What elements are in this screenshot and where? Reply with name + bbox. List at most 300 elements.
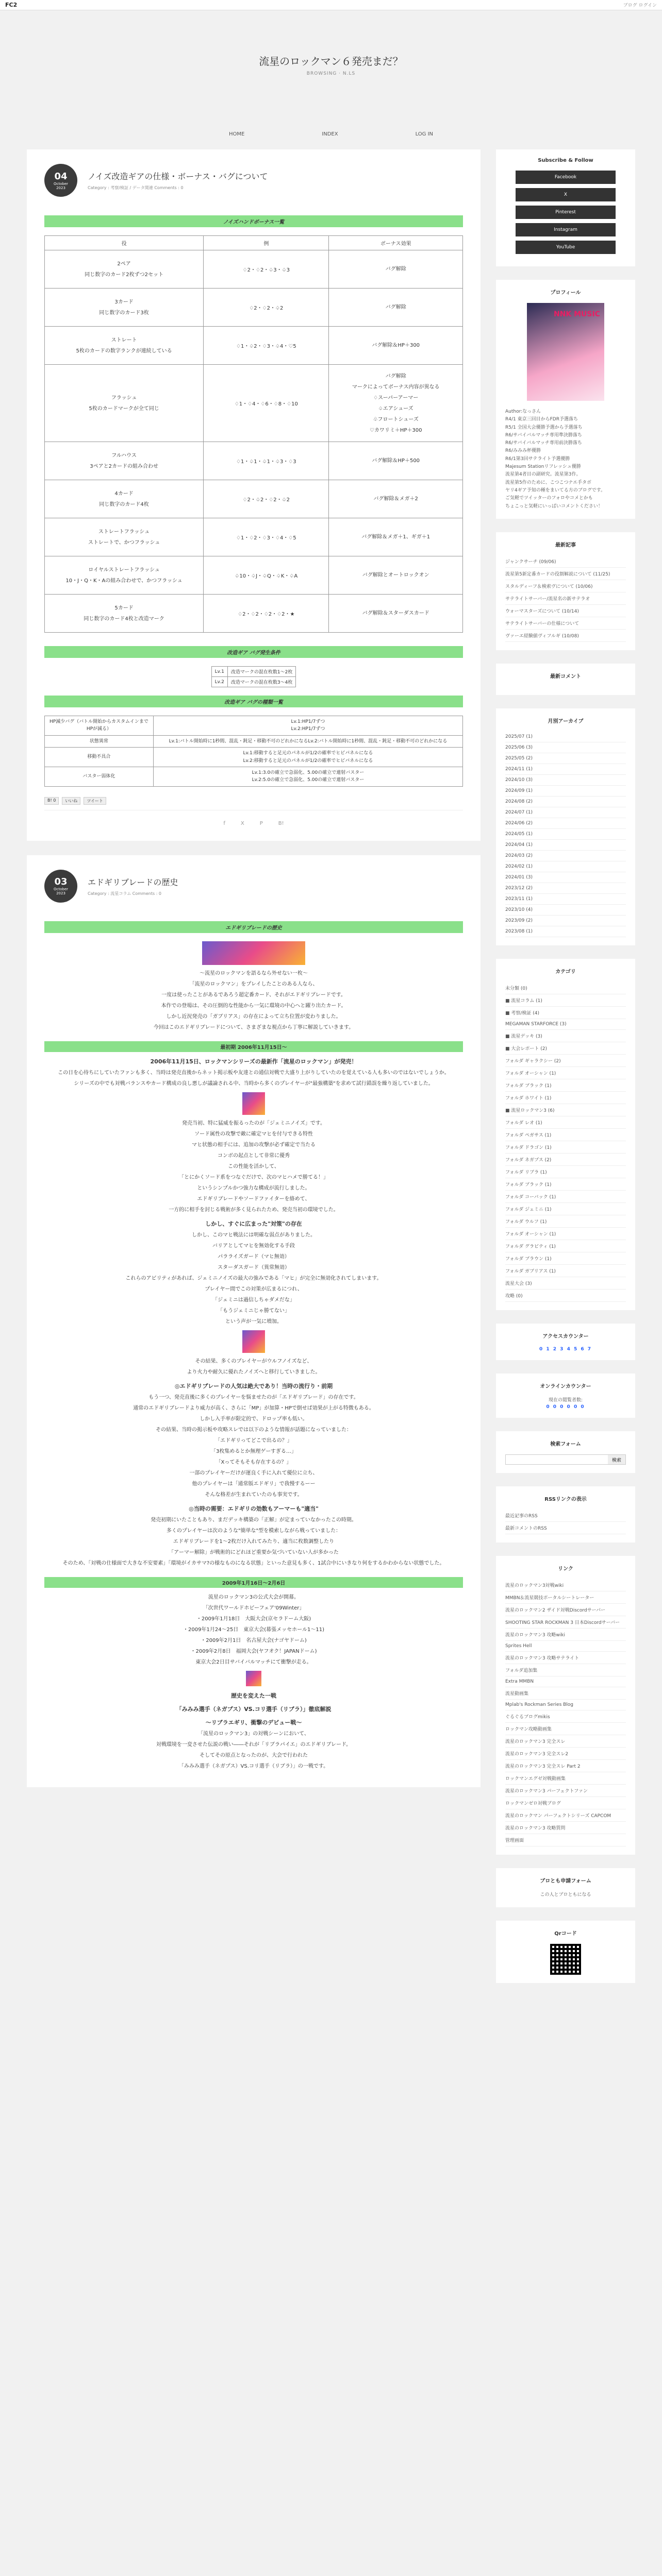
bonus-line: マークによってボーナス内容が異なる [352, 384, 440, 390]
recent-item[interactable]: スタルディーフ＆検索ヴについて (10/06) [505, 580, 626, 592]
date-year: 2023 [56, 891, 65, 896]
paragraph-line: 一部のプレイヤーだけが運良く手に入れて優位に立ち、 [189, 1470, 318, 1476]
archive-item[interactable]: 2025/07 (1) [505, 732, 626, 742]
bonus-line: ♤エアシューズ [378, 405, 413, 412]
paragraph-line: 「みみみ選手（ネガプス）VS.コリ選手（リブラ）」徹底解説 [176, 1705, 332, 1713]
table-row [45, 556, 463, 595]
hand-name-line: 同じ数字のカード4枚 [99, 501, 149, 507]
search-button[interactable]: 検索 [608, 1455, 625, 1464]
section-heading: ノイズハンドボーナス一覧 [44, 215, 463, 227]
profile-line: R6/1第3回サテライト予選優勝 [505, 456, 570, 462]
profile-line: Majesum Stationリフレッシュ優勝 [505, 464, 581, 470]
hand-name-line: ストレートで、かつフラッシュ [88, 539, 160, 546]
links-item[interactable]: 流星のロックマン3 攻略wiki [505, 1629, 626, 1641]
paragraph-line: 「Xってそもそも存在するの？」 [216, 1459, 292, 1465]
hand-example-cell: ♢2・♤2・♢2・♤2 [204, 480, 329, 518]
category-item[interactable]: フォルダ ドラゴン (1) [505, 1141, 626, 1154]
table-row [45, 716, 463, 736]
friend-link[interactable]: この人とブロともになる [540, 1892, 591, 1898]
box-title: リンク [558, 1566, 573, 1572]
access-counter: 0 1 2 3 4 5 6 7 [539, 1346, 592, 1352]
bug-detail-line: Lv.1:3.0の確立で急弱化、5.00の確立で連射バスター [252, 770, 365, 775]
archive-item[interactable]: 2024/09 (1) [505, 786, 626, 796]
comments-box [496, 664, 635, 695]
profile-line: R4/1 東京三回目からFDR予選落ち [505, 417, 578, 422]
date-day: 04 [54, 171, 68, 182]
category-item[interactable]: 流星大会 (3) [505, 1277, 626, 1290]
links-item[interactable]: 流星のロックマン3 パーフェクトファン [505, 1785, 626, 1797]
caption: 〜流星のロックマンを語るなら外せない一枚〜 [200, 970, 308, 976]
paragraph-line: 「流星のロックマン」をプレイしたことのある人なら、 [189, 981, 318, 987]
links-item[interactable]: 流星動画集 [505, 1687, 626, 1700]
paragraph-line: シリーズの中でも対戦バランスやカード構成の良し悪しが議論される中、当時から多くのプレイヤーが"最強構築"を求めて試行錯誤を繰り返していました。 [74, 1080, 434, 1087]
category-item[interactable]: 未分類 (0) [505, 982, 626, 994]
links-item[interactable]: Extra MMBN [505, 1676, 626, 1687]
category-item[interactable]: フォルダ ガブリアス (1) [505, 1265, 626, 1277]
links-item[interactable]: ロックマンゼロ対戦ブログ [505, 1797, 626, 1809]
youtube-button[interactable]: YouTube [516, 241, 616, 254]
content-wrap [27, 149, 635, 1996]
category-item[interactable]: フォルダ ブラック (1) [505, 1178, 626, 1191]
share-buttons [44, 797, 463, 805]
bonus-line: ♢スーパーアーマー [373, 395, 419, 401]
hand-example-cell: ♤10・♤J・♤Q・♤K・♤A [204, 556, 329, 595]
rss-item[interactable]: 最近記事のRSS [505, 1510, 626, 1522]
profile-line: R6/みみみ杯優勝 [505, 448, 541, 454]
category-item[interactable]: フォルダ ペガサス (1) [505, 1129, 626, 1141]
subscribe-box [496, 149, 635, 266]
date-year: 2023 [56, 185, 65, 190]
paragraph-line: そんな格差が生まれていたのも事実です。 [205, 1492, 303, 1498]
article-header [44, 164, 463, 197]
card-banner-image [202, 941, 305, 965]
category-item[interactable]: フォルダ ネガプス (2) [505, 1154, 626, 1166]
nav-login[interactable]: LOG IN [415, 131, 434, 137]
trophy-image [246, 1671, 261, 1686]
date-badge [44, 164, 77, 197]
table-row [45, 250, 463, 289]
date-day: 03 [54, 876, 68, 888]
col-header: 役 [45, 236, 204, 250]
box-title: オンラインカウンター [540, 1383, 591, 1389]
hand-bonus-table [44, 235, 463, 633]
links-item[interactable]: 流星のロックマン3 完全スレ2 [505, 1748, 626, 1760]
counter-box [496, 1324, 635, 1360]
paragraph-line: 他のプレイヤーは「通常版エドギリ」で我慢するーー [192, 1481, 316, 1487]
archive-item[interactable]: 2023/10 (4) [505, 905, 626, 916]
table-row [45, 735, 463, 747]
demand-text [44, 1516, 463, 1568]
archive-item[interactable]: 2024/02 (1) [505, 861, 626, 872]
hand-name-cell [45, 365, 204, 442]
links-item[interactable]: ロックマンエグゼ対戦動画集 [505, 1772, 626, 1785]
article-meta[interactable]: Category : 考察/検証 / データ関連 Comments : 0 [88, 185, 184, 190]
recent-item[interactable]: ジャンクサーチ (09/06) [505, 555, 626, 568]
nav-index[interactable]: INDEX [322, 131, 338, 137]
links-item[interactable]: ぐるぐるブログmikis [505, 1710, 626, 1723]
category-item[interactable]: フォルダ ウルフ (1) [505, 1215, 626, 1228]
rss-box [496, 1486, 635, 1543]
subheading: しかし、すぐに広まった"対策"の存在 [205, 1220, 302, 1227]
site-subtitle: BROWSING · N.LS [306, 71, 356, 76]
hand-name-cell [45, 518, 204, 556]
table-row [45, 595, 463, 633]
hand-name-line: 3ペアと2カードの組み合わせ [90, 463, 158, 469]
hand-example-cell: ♢1・♢4・♢6・♢8・♢10 [204, 365, 329, 442]
hand-name-line: 同じ数字のカード2枚ずつ2セット [85, 272, 163, 278]
fc2-logo[interactable]: FC2 [5, 2, 18, 8]
archive-item[interactable]: 2023/12 (2) [505, 883, 626, 894]
bonus-line: バグ解除＆HP＋300 [372, 343, 420, 348]
hand-name-cell [45, 480, 204, 518]
hand-name-line: 10・J・Q・K・Aの組み合わせで、かつフラッシュ [65, 578, 183, 584]
links-item[interactable]: Sprites Hell [505, 1641, 626, 1652]
table-row [45, 289, 463, 327]
links-item[interactable]: 流星のロックマン3 完全スレ [505, 1735, 626, 1748]
links-item[interactable]: 流星のロックマン3 完全スレ Part 2 [505, 1760, 626, 1772]
links-item[interactable]: SHOOTING STAR ROCKMAN 3 日本Discordサーバー [505, 1616, 626, 1629]
hand-name-line: フルハウス [111, 452, 137, 459]
hand-bonus-cell [329, 327, 463, 365]
category-item[interactable]: フォルダ ブラウン (1) [505, 1252, 626, 1265]
paragraph-line: 一方的に相手を封じる戦術が多く見られたため、発売当初の環境でした。 [169, 1207, 339, 1213]
hand-name-line: フラッシュ [111, 395, 137, 401]
bug-type-cell: 状態異常 [45, 735, 154, 747]
paragraph-line: 発売初期にいたこともあり、まだデッキ構築の「正解」が定まっていなかったこの時期。 [151, 1517, 357, 1523]
box-title: Qrコード [554, 1931, 577, 1937]
search-box [496, 1431, 635, 1473]
archive-item[interactable]: 2024/07 (1) [505, 807, 626, 818]
bonus-line: バグ解除＆スターダスカード [362, 611, 429, 616]
paragraph-line: もう一つ、発売直後に多くのプレイヤーを悩ませたのが「エドギリブレード」の存在です。 [148, 1394, 359, 1400]
hand-bonus-cell [329, 442, 463, 480]
hand-bonus-cell [329, 595, 463, 633]
bug-detail-line: Lv.1:バトル開始時に1秒間、混乱・鈍足・移動不可のどれかになるLv.2:バトル開始時に1秒間、混乱・鈍足・移動不可のどれかになる [169, 738, 448, 744]
category-item[interactable]: フォルダ コーバック (1) [505, 1191, 626, 1203]
category-item[interactable]: フォルダ グラビティ (1) [505, 1240, 626, 1252]
hatena-button[interactable]: B! 0 [44, 797, 59, 805]
recent-item[interactable]: ヴァーエ経験値ヴィフルギ (10/08) [505, 630, 626, 642]
paragraph-line: 「みみみ選手（ネガプス）VS.コリ選手（リブラ）」の一戦です。 [178, 1763, 329, 1769]
bug-condition-table [211, 666, 296, 687]
category-item[interactable]: ■ 流星コラム (1) [505, 994, 626, 1007]
pinterest-icon[interactable]: P [259, 820, 263, 826]
paragraph-line: その結果、当時の掲示板や攻略スレでは以下のような情報が話題になっていました： [156, 1427, 352, 1433]
category-item[interactable]: MEGAMAN STARFORCE (3) [505, 1019, 626, 1030]
hand-bonus-cell [329, 480, 463, 518]
links-item[interactable]: ロックマン攻略動画集 [505, 1723, 626, 1735]
archive-item[interactable]: 2024/10 (3) [505, 775, 626, 786]
hand-bonus-cell [329, 365, 463, 442]
category-list [505, 982, 626, 1302]
category-item[interactable]: ■ 流星デッキ (3) [505, 1030, 626, 1042]
bug-detail-line: Lv.1:HP1/7ずつ [291, 719, 325, 724]
paragraph-line: パラライズガード（マヒ無効） [218, 1253, 290, 1260]
links-item[interactable]: 流星のロックマン3 攻略質問 [505, 1822, 626, 1834]
box-title: RSSリンクの表示 [544, 1497, 587, 1503]
paragraph-line: スターダスガード（異常無効） [218, 1264, 290, 1270]
table-row [45, 442, 463, 480]
rss-item[interactable]: 最新コメントのRSS [505, 1522, 626, 1534]
paragraph-line: ソード属性の攻撃で敵に確定マヒを付与できる特性 [194, 1131, 313, 1137]
category-item[interactable]: フォルダ オーシャン (1) [505, 1228, 626, 1240]
online-label: 現在の閲覧者数: [548, 1397, 583, 1403]
search-input[interactable] [506, 1455, 608, 1464]
tournament-text [44, 1593, 463, 1667]
archive-item[interactable]: 2023/11 (1) [505, 894, 626, 905]
cell: Lv.2 [211, 677, 227, 687]
profile-line: R6/サバイバルマッチ専用前決勝落ち [505, 440, 582, 446]
era-heading: 最初期 2006年11月15日〜 [44, 1041, 463, 1052]
subheading: ◎当時の需要：エドギリの効数もアーマーも"適当" [189, 1505, 319, 1512]
bonus-line: バグ解除＆HP＋500 [372, 458, 420, 464]
links-item[interactable]: 管理画面 [505, 1834, 626, 1846]
box-title: Subscribe & Follow [538, 158, 593, 163]
bonus-line: バグ解除＆メガ＋1、ギガ＋1 [361, 534, 431, 540]
archive-item[interactable]: 2024/08 (2) [505, 796, 626, 807]
online-box [496, 1374, 635, 1418]
cell: Lv.1 [211, 667, 227, 677]
counter-text [44, 1231, 463, 1326]
archive-item[interactable]: 2024/05 (1) [505, 829, 626, 840]
hand-name-line: 2ペア [117, 261, 131, 267]
match-text [44, 1730, 463, 1771]
x-button[interactable]: X [516, 188, 616, 201]
bug-type-cell: 移動不具合 [45, 748, 154, 767]
paragraph-line: そのため、「対戦の仕様面で大きな不安要素」「環境がイカサマ?の様なものになる状態」といった意見も多く、1試合中にいきなり何をするかわからない状態でした。 [62, 1560, 445, 1566]
paragraph-line: 本作での登場は、その圧倒的な性能から一気に環境の中心へと躍り出たカード。 [161, 1003, 346, 1009]
pinterest-button[interactable]: Pinterest [516, 206, 616, 219]
box-title: カテゴリ [555, 969, 576, 975]
hand-name-line: 同じ数字のカード4枚と改造マーク [84, 616, 164, 622]
category-item[interactable]: ■ 考察/検証 (4) [505, 1007, 626, 1019]
avatar-tag: NNK MUSIC [553, 310, 600, 318]
profile-line: R6/サバイバルマッチ専用準決勝落ち [505, 432, 582, 438]
table-row [45, 480, 463, 518]
paragraph-line: この性能を活かして、 [228, 1163, 279, 1170]
paragraph-line: より火力や耐久に優れたノイズへと移行していきました。 [187, 1369, 321, 1375]
recent-item[interactable]: 流星第5新定番カードの役割解説について (11/25) [505, 568, 626, 580]
paragraph-line: 「エドギリってどこで出るの？」 [215, 1437, 292, 1444]
bug-detail-line: Lv.1:移動すると足元のパネルが1/2の確率でヒビパネルになる [243, 751, 373, 756]
links-item[interactable]: 流星のロックマン パーフェクトシリーズ CAPCOM [505, 1809, 626, 1822]
nav-home[interactable]: HOME [228, 131, 245, 137]
bonus-line: バグ解除 [385, 373, 406, 379]
paragraph-line: 歴史を変えた一戦 [231, 1692, 276, 1699]
site-title[interactable]: 流星のロックマン６発売まだ？ [259, 55, 403, 67]
hand-example-cell: ♢2・♢2・♤2 [204, 289, 329, 327]
box-title: ブロとも申請フォーム [540, 1878, 591, 1885]
archive-item[interactable]: 2025/06 (3) [505, 742, 626, 753]
archive-item[interactable]: 2025/05 (2) [505, 753, 626, 764]
hand-name-line: 4カード [114, 490, 134, 497]
profile-line: ちょこっと気軽にいっぱいコメントください！ [505, 503, 603, 509]
category-item[interactable]: 攻略 (0) [505, 1290, 626, 1302]
bug-detail-cell [153, 735, 462, 747]
section-heading: 改造ギア バグの種類一覧 [44, 696, 463, 707]
section-heading: 改造ギア バグ発生条件 [44, 646, 463, 658]
links-item[interactable]: 流星のロックマン3対戦wiki [505, 1579, 626, 1591]
wolf-card-image [242, 1330, 265, 1353]
cell: 改造マークの混在枚数3〜4枚 [227, 677, 295, 687]
paragraph-line: 今回はこのエドギリブレードについて、さまざまな視点から丁寧に解説していきます。 [153, 1024, 354, 1030]
profile-line: Author:なっさん [505, 409, 541, 414]
hand-name-cell [45, 442, 204, 480]
paragraph-line: ・2009年2月8日 福岡大会(ヤフオク！JAPANドーム) [190, 1648, 317, 1654]
online-counter: 0 0 0 0 0 0 [546, 1404, 585, 1410]
category-item[interactable]: フォルダ ジェミニ (1) [505, 1203, 626, 1215]
like-button[interactable]: いいね [62, 797, 80, 805]
edgiri-text [44, 1393, 463, 1434]
archive-item[interactable]: 2024/01 (3) [505, 872, 626, 883]
fc2-bar [0, 0, 662, 10]
recent-item[interactable]: サテライトサーバーの仕様について [505, 617, 626, 630]
bug-detail-cell [153, 716, 462, 736]
paragraph-line: エドギリブレードを1〜2枚だけ入れてみたり、適当に枚数調整したり [173, 1538, 335, 1545]
paragraph-line: 東京大会2日目サバイバルマッチにて衝撃が走る。 [195, 1659, 312, 1665]
release-headline: 2006年11月15日、ロックマンシリーズの最新作「流星のロックマン」が発売！ [150, 1058, 357, 1065]
hand-name-cell [45, 595, 204, 633]
table-row [45, 365, 463, 442]
box-title: 最新記事 [555, 542, 576, 548]
recent-item[interactable]: サテライトサーバー/流星名の新サテラオ [505, 592, 626, 605]
tweet-button[interactable]: ツイート [84, 797, 106, 805]
links-item[interactable]: Mplab's Rockman Series Blog [505, 1700, 626, 1710]
article-noise-gear [27, 149, 481, 841]
archive-box [496, 708, 635, 945]
paragraph-line: 「次世代ワールドホビーフェア'09Winter」 [203, 1605, 305, 1611]
bonus-line: バグ解除 [385, 266, 406, 272]
bug-detail-line: Lv.2:移動すると足元のパネルが1/2の確率でヒビパネルになる [243, 758, 373, 764]
bug-type-cell: HP減少バグ（バトル開始からカスタムインまでHPが減る） [45, 716, 154, 736]
hand-name-line: 5カード [114, 605, 134, 611]
release-text [44, 1069, 463, 1088]
hand-name-line: ロイヤルストレートフラッシュ [88, 567, 160, 573]
paragraph-line: 多くのプレイヤーは次のような"簡単な"型を模索しながら戦っていました： [166, 1528, 341, 1534]
paragraph-line: 通常のエドギリブレードより威力が高く、さらに「MP」が加算・HPで倒せば効果が上がる特徴もある。 [133, 1405, 374, 1411]
hand-bonus-cell [329, 289, 463, 327]
bug-detail-cell [153, 748, 462, 767]
qr-box [496, 1921, 635, 1983]
sidebar [496, 149, 635, 1996]
hand-example-cell: ♢2・♢2・♢2・♢2・★ [204, 595, 329, 633]
box-title: プロフィール [550, 290, 581, 296]
paragraph-line: しかし近況発売の「ガブリアス」の存在によって立ち位置が変わりました。 [166, 1013, 341, 1020]
sns-row [44, 810, 463, 826]
recent-item[interactable]: ウォーマスターズについて (10/14) [505, 605, 626, 617]
paragraph-line: 流星のロックマン3の公式大会が開幕。 [208, 1594, 300, 1600]
archive-item[interactable]: 2024/04 (1) [505, 840, 626, 851]
section-heading: エドギリブレードの歴史 [44, 921, 463, 933]
links-item[interactable]: フォルダ追加集 [505, 1664, 626, 1676]
archive-item[interactable]: 2023/09 (2) [505, 916, 626, 926]
archive-item[interactable]: 2024/11 (1) [505, 764, 626, 775]
category-item[interactable]: フォルダ リブラ (1) [505, 1166, 626, 1178]
gemini-card-image [242, 1092, 265, 1115]
hand-name-cell [45, 327, 204, 365]
table-row [45, 518, 463, 556]
hand-bonus-cell [329, 556, 463, 595]
archive-item[interactable]: 2023/08 (1) [505, 926, 626, 937]
site-header [0, 10, 662, 118]
paragraph-line: という声が一気に増加。 [225, 1318, 282, 1325]
archive-list [505, 732, 626, 937]
paragraph-line: ・2009年1月24〜25日 東京大会(幕張メッセホール1〜11) [183, 1626, 324, 1633]
paragraph-line: プレイヤー間でこの対策が広まるにつれ、 [205, 1286, 303, 1292]
article-title[interactable]: エドギリブレードの歴史 [88, 877, 178, 887]
hand-name-line: ストレート [111, 337, 137, 343]
box-title: 月別アーカイブ [548, 718, 584, 724]
facebook-icon[interactable]: f [223, 820, 225, 826]
profile-box [496, 280, 635, 519]
bonus-line: バグ解除 [385, 304, 406, 310]
category-item[interactable]: フォルダ オーシャン (1) [505, 1067, 626, 1079]
paragraph-line: エドギリブレードやソードファイターを絡めて、 [197, 1196, 310, 1202]
date-badge [44, 870, 77, 903]
category-item[interactable]: ■ 大会レポート (2) [505, 1042, 626, 1055]
category-item[interactable]: ■ 流星ロックマン3 (6) [505, 1104, 626, 1116]
article-title[interactable]: ノイズ改造ギアの仕様・ボーナス・バグについて [88, 172, 268, 181]
era-heading: 2009年1月16日〜2月6日 [44, 1577, 463, 1588]
article-meta[interactable]: Category : 流星コラム Comments : 0 [88, 891, 162, 896]
card-text [44, 1119, 463, 1214]
hand-name-line: 5枚のカードマークが全て同じ [89, 405, 159, 412]
paragraph-line: バリアとしてマヒを無効化する手段 [212, 1243, 295, 1249]
hand-bonus-cell [329, 518, 463, 556]
archive-item[interactable]: 2024/03 (2) [505, 851, 626, 861]
category-item[interactable]: フォルダ レオ (1) [505, 1116, 626, 1129]
subheading: ◎エドギリブレードの人気は絶大であり！当時の流行り・前期 [174, 1382, 333, 1389]
hand-name-cell [45, 556, 204, 595]
col-header: ボーナス効果 [329, 236, 463, 250]
paragraph-line: 「流星のロックマン3」の対戦シーンにおいて、 [198, 1731, 309, 1737]
links-list [505, 1579, 626, 1846]
fc2-links[interactable]: ブログ ログイン [623, 3, 657, 8]
bug-detail-line: Lv.2:HP1/7ずつ [291, 726, 325, 732]
bug-type-table [44, 716, 463, 787]
category-item[interactable]: フォルダ ギャラクシー (2) [505, 1055, 626, 1067]
paragraph-line: そしてその原点となったのが、大会で行われた [200, 1752, 308, 1758]
bonus-line: ♧フロートシューズ [373, 416, 419, 422]
paragraph-line: 〜リブラエギリ、衝撃のデビュー戦〜 [205, 1719, 302, 1726]
links-item[interactable]: MMBN＆流星競技ポータルシートレーター [505, 1591, 626, 1604]
facebook-button[interactable]: Facebook [516, 171, 616, 184]
links-item[interactable]: 流星のロックマン3 攻略サテライト [505, 1652, 626, 1664]
bonus-line: バグ解除＆メガ＋2 [373, 496, 418, 502]
archive-item[interactable]: 2024/06 (2) [505, 818, 626, 829]
instagram-button[interactable]: Instagram [516, 223, 616, 236]
paragraph-line: しかし、このマヒ戦法には明確な弱点がありました。 [192, 1232, 316, 1238]
profile-line: R5/1 全国大会優勝予選から予選落ち [505, 425, 583, 430]
col-header: 例 [204, 236, 329, 250]
hand-name-cell [45, 289, 204, 327]
paragraph-line: これらのアビリティがあれば、ジェミニノイズの最大の強みである「マヒ」が完全に無効化されてしまいます。 [125, 1275, 382, 1281]
profile-line: 流星第4者目の副研究。流星第3作。 [505, 472, 581, 478]
category-item[interactable]: フォルダ ブラック (1) [505, 1079, 626, 1092]
category-item[interactable]: フォルダ ホワイト (1) [505, 1092, 626, 1104]
x-icon[interactable]: X [240, 820, 244, 826]
links-item[interactable]: 流星のロックマン2 ザイド対戦Discordサーバー [505, 1604, 626, 1616]
date-month: October [53, 887, 68, 892]
date-month: October [53, 181, 68, 186]
paragraph-line: この日を心待ちにしていたファンも多く、当時は発売直後からネット掲示板や友達との通信対戦で大盛り上がりしていたのを覚えている人も多いのではないでしょうか。 [58, 1070, 450, 1076]
paragraph-line: 「もうジェミニじゃ勝てない」 [218, 1308, 290, 1314]
shift-text [44, 1357, 463, 1377]
hatena-icon[interactable]: B! [278, 820, 284, 826]
hand-name-line: 同じ数字のカード3枚 [99, 310, 149, 316]
paragraph-line: ・2009年2月1日 名古屋大会(ナゴヤドーム) [201, 1637, 307, 1643]
gap-text [44, 1469, 463, 1499]
